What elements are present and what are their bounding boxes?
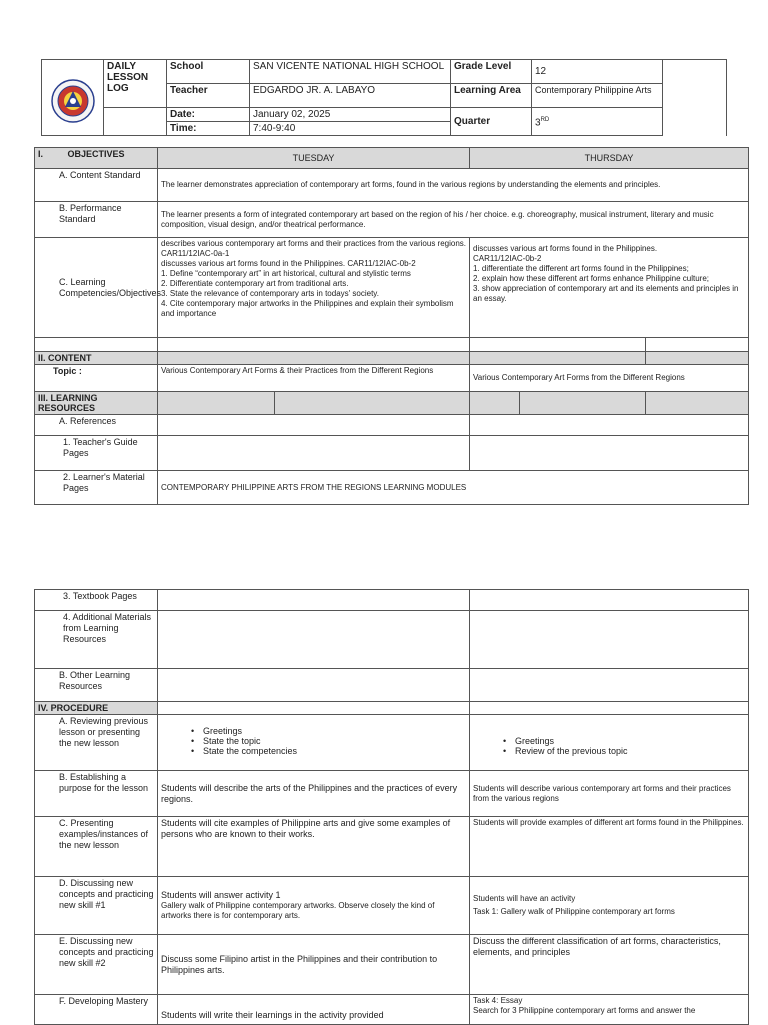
proc-d-label: D. Discussing new concepts and practicing new skill #1: [35, 877, 158, 935]
proc-b-thursday: Students will describe various contemporary art forms and their practices from the various regions: [470, 771, 749, 817]
proc-f-label: F. Developing Mastery: [35, 995, 158, 1025]
teachers-guide-tuesday: [158, 436, 470, 471]
competencies-tuesday: [158, 238, 470, 338]
area-label: Learning Area: [451, 84, 532, 108]
comp-tue-line: 3. State the relevance of contemporary arts in todays' society.: [161, 289, 379, 298]
references-thursday: [470, 415, 749, 436]
deped-seal-cell: [42, 60, 104, 136]
comp-thu-line: 1. differentiate the different art forms found in the Philippines;: [473, 264, 689, 273]
blank-row-cell: [646, 338, 749, 352]
comp-tue-line: discusses various art forms found in the Philippines. CAR11/12IAC-0b-2: [161, 259, 416, 268]
area-value: Contemporary Philippine Arts: [532, 84, 663, 108]
date-value: January 02, 2025: [250, 108, 451, 122]
proc-f-thursday: [470, 995, 749, 1025]
header-blank-cell: [663, 60, 727, 136]
comp-tue-line: describes various contemporary art forms and their practices from the various regions. CAR11/12IAC-0a-1: [161, 239, 467, 258]
proc-b-tuesday: Students will describe the arts of the Philippines and the practices of every regions.: [158, 771, 470, 817]
blank-row-cell: [35, 338, 158, 352]
grade-value: 12: [532, 60, 663, 84]
proc-a-thu-item: • Review of the previous topic: [503, 746, 745, 756]
proc-a-label: A. Reviewing previous lesson or presenting the new lesson: [35, 715, 158, 771]
references-tuesday: [158, 415, 470, 436]
proc-c-thursday: Students will provide examples of different art forms found in the Philippines.: [470, 817, 749, 877]
performance-standard-label: B. Performance Standard: [35, 202, 158, 238]
proc-d-tue-line2: Gallery walk of Philippine contemporary artworks. Observe closely the kind of artworks there is for contemporary arts.: [161, 901, 435, 920]
teacher-label: Teacher: [167, 84, 250, 108]
col-thursday: THURSDAY: [470, 148, 749, 169]
proc-d-tue-line1: Students will answer activity 1: [161, 890, 281, 900]
additional-materials-label: 4. Additional Materials from Learning Resources: [35, 611, 158, 669]
objectives-heading-num: I.: [38, 149, 44, 159]
proc-b-label: B. Establishing a purpose for the lesson: [35, 771, 158, 817]
school-value: SAN VICENTE NATIONAL HIGH SCHOOL: [250, 60, 451, 84]
additional-tuesday: [158, 611, 470, 669]
proc-f-thu-line2: Search for 3 Philippine contemporary art forms and answer the: [473, 1006, 696, 1015]
comp-tue-line: 4. Cite contemporary major artworks in the Philippines and explain their symbolism and importance: [161, 299, 454, 318]
content-standard-value: The learner demonstrates appreciation of contemporary art forms, found in the various regions by understanding the elements and principles.: [158, 169, 749, 202]
content-heading-cell: [470, 352, 646, 365]
comp-tue-line: 2. Differentiate contemporary art from traditional arts.: [161, 279, 349, 288]
proc-a-thu-item: • Greetings: [503, 736, 745, 746]
date-label: Date:: [167, 108, 250, 122]
comp-thu-line: discusses various art forms found in the Philippines.: [473, 244, 658, 253]
blank-row-cell: [470, 338, 646, 352]
topic-tuesday: Various Contemporary Art Forms & their Practices from the Different Regions: [158, 365, 470, 392]
teacher-value: EDGARDO JR. A. LABAYO: [250, 84, 451, 108]
proc-d-thursday: [470, 877, 749, 935]
objectives-heading-text: OBJECTIVES: [67, 149, 125, 159]
learners-material-label: 2. Learner's Material Pages: [35, 471, 158, 505]
proc-f-tuesday: Students will write their learnings in the activity provided: [158, 995, 470, 1025]
proc-a-tue-item: • Greetings: [191, 726, 466, 736]
content-standard-label: A. Content Standard: [35, 169, 158, 202]
quarter-value-cell: [532, 108, 663, 136]
procedure-heading-cell: [158, 702, 470, 715]
log-title: DAILY LESSON LOG: [104, 60, 167, 108]
resources-heading-cell: [158, 392, 275, 415]
proc-a-tue-item: • State the topic: [191, 736, 466, 746]
competencies-label: C. Learning Competencies/Objectives: [35, 238, 158, 338]
time-label: Time:: [167, 122, 250, 136]
procedure-heading: IV. PROCEDURE: [35, 702, 158, 715]
lesson-table-page1: [34, 147, 749, 505]
resources-heading-cell: [646, 392, 749, 415]
teachers-guide-label: 1. Teacher's Guide Pages: [35, 436, 158, 471]
resources-heading-cell: [275, 392, 470, 415]
blank-row-cell: [158, 338, 470, 352]
quarter-label: Quarter: [451, 108, 532, 136]
proc-a-thursday: [470, 715, 749, 771]
procedure-heading-cell: [470, 702, 749, 715]
proc-d-thu-line1: Students will have an activity: [473, 894, 576, 903]
topic-thursday: Various Contemporary Art Forms from the Different Regions: [470, 365, 749, 392]
proc-e-label: E. Discussing new concepts and practicing new skill #2: [35, 935, 158, 995]
school-label: School: [167, 60, 250, 84]
comp-thu-line: CAR11/12IAC-0b-2: [473, 254, 542, 263]
time-value: 7:40-9:40: [250, 122, 451, 136]
header-table: [41, 59, 727, 136]
objectives-heading: [35, 148, 158, 169]
lesson-table-page2: [34, 589, 749, 1025]
content-heading: II. CONTENT: [35, 352, 158, 365]
topic-label: Topic :: [35, 365, 158, 392]
quarter-value: 3: [535, 117, 541, 129]
other-tuesday: [158, 669, 470, 702]
comp-tue-line: 1. Define “contemporary art” in art historical, cultural and stylistic terms: [161, 269, 411, 278]
textbook-tuesday: [158, 590, 470, 611]
textbook-label: 3. Textbook Pages: [35, 590, 158, 611]
proc-d-thu-line2: Task 1: Gallery walk of Philippine contemporary art forms: [473, 907, 675, 916]
resources-heading-cell: [520, 392, 646, 415]
content-heading-cell: [646, 352, 749, 365]
log-title-blank: [104, 108, 167, 136]
performance-standard-value: The learner presents a form of integrated contemporary art based on the region of his / her choice. e.g. choreography, musical instrument, literary and music composition, visual design, and/or theatrical performance.: [158, 202, 749, 238]
resources-heading: III. LEARNING RESOURCES: [35, 392, 158, 415]
proc-e-thursday: Discuss the different classification of art forms, characteristics, elements, and principles: [470, 935, 749, 995]
additional-thursday: [470, 611, 749, 669]
resources-heading-cell: [470, 392, 520, 415]
comp-thu-line: 3. show appreciation of contemporary art and its elements and principles in an essay.: [473, 284, 739, 303]
deped-seal-icon: [51, 79, 95, 123]
learners-material-value: CONTEMPORARY PHILIPPINE ARTS FROM THE REGIONS LEARNING MODULES: [158, 471, 749, 505]
proc-d-tuesday: [158, 877, 470, 935]
textbook-thursday: [470, 590, 749, 611]
col-tuesday: TUESDAY: [158, 148, 470, 169]
content-heading-cell: [158, 352, 470, 365]
quarter-sup: RD: [540, 116, 550, 123]
grade-label: Grade Level: [451, 60, 532, 84]
competencies-thursday: [470, 238, 749, 338]
other-thursday: [470, 669, 749, 702]
teachers-guide-thursday: [470, 436, 749, 471]
proc-e-tuesday: Discuss some Filipino artist in the Philippines and their contribution to Philippines arts.: [158, 935, 470, 995]
other-resources-label: B. Other Learning Resources: [35, 669, 158, 702]
proc-c-label: C. Presenting examples/instances of the new lesson: [35, 817, 158, 877]
comp-thu-line: 2. explain how these different art forms enhance Philippine culture;: [473, 274, 709, 283]
proc-a-tuesday: [158, 715, 470, 771]
references-label: A. References: [35, 415, 158, 436]
proc-f-thu-line1: Task 4: Essay: [473, 996, 523, 1005]
proc-a-tue-item: • State the competencies: [191, 746, 466, 756]
proc-c-tuesday: Students will cite examples of Philippine arts and give some examples of persons who are known to their works.: [158, 817, 470, 877]
